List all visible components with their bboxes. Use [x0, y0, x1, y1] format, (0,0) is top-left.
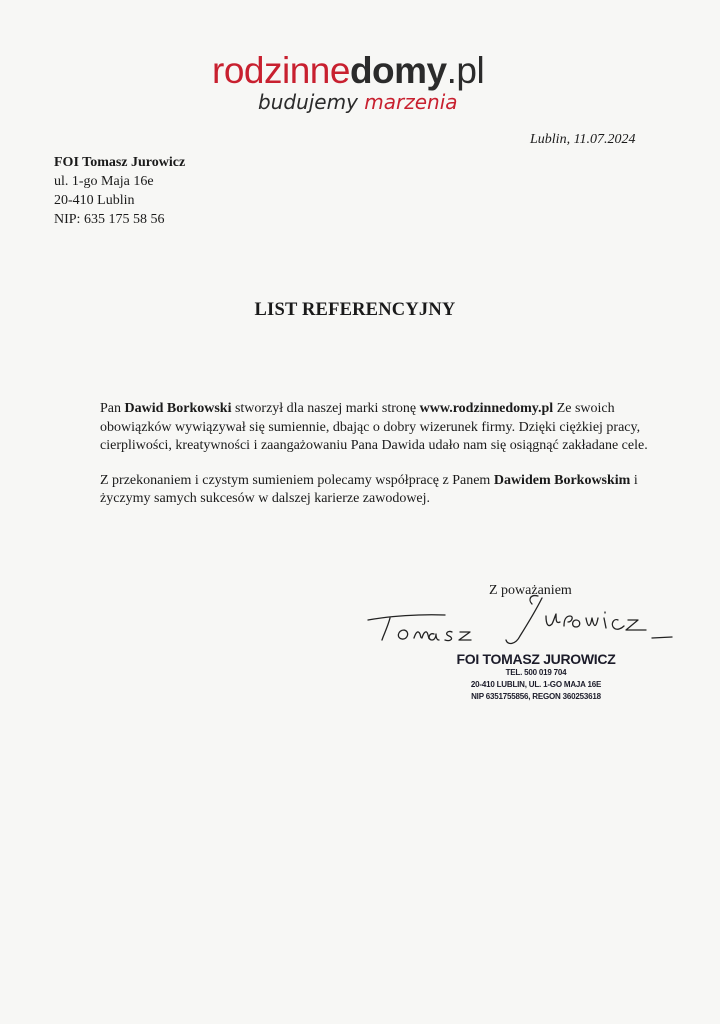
company-stamp — [436, 651, 636, 703]
p2-text-1: Z przekonaniem i czystym sumieniem polecamy współpracę z Panem — [100, 472, 494, 488]
p2-text-2: i życzymy samych sukcesów w dalszej karierze zawodowej. — [100, 472, 638, 506]
tagline-marzenia: marzenia — [364, 90, 458, 114]
sender-street: ul. 1-go Maja 16e — [54, 174, 154, 189]
letter-body — [54, 400, 654, 509]
p1-text-1: Pan — [100, 401, 125, 416]
logo-part-domy: domy — [349, 50, 447, 91]
stamp-ids: NIP 6351755856, REGON 360253618 — [471, 692, 601, 701]
p1-person-name: Dawid Borkowski — [124, 401, 232, 416]
letter-title: LIST REFERENCYJNY — [254, 300, 456, 320]
paragraph-2 — [54, 472, 654, 509]
sender-name: FOI Tomasz Jurowicz — [54, 155, 186, 170]
sender-city: 20-410 Lublin — [54, 193, 135, 208]
stamp-address: 20-410 LUBLIN, UL. 1-GO MAJA 16E — [470, 680, 602, 689]
p2-person-name: Dawidem Borkowskim — [493, 472, 631, 488]
p1-website: www.rodzinnedomy.pl — [419, 401, 554, 416]
paragraph-1 — [54, 400, 654, 456]
logo-tagline — [258, 92, 458, 112]
p1-text-3: Ze swoich obowiązków wywiązywał się sumiennie, dbając o dobry wizerunek firmy. Dzięki ciężkiej pracy, cierpliwości, kreatywności i zaangażowaniu Pana Dawida udało nam się osiągnąć zakładane cele. — [100, 401, 648, 453]
logo-part-tld: .pl — [446, 50, 485, 91]
sender-nip: NIP: 635 175 58 56 — [54, 212, 165, 227]
p1-text-2: stworzył dla naszej marki stronę — [231, 401, 420, 416]
stamp-phone: TEL. 500 019 704 — [505, 668, 567, 677]
company-logo — [212, 52, 484, 89]
closing-text: Z poważaniem — [489, 583, 572, 598]
letter-date: Lublin, 11.07.2024 — [530, 132, 636, 147]
stamp-company-name: FOI TOMASZ JUROWICZ — [456, 651, 616, 667]
tagline-budujemy: budujemy — [258, 90, 358, 114]
logo-part-rodzinne: rodzinne — [212, 50, 350, 91]
handwritten-signature — [360, 590, 690, 660]
sender-address — [54, 153, 185, 229]
